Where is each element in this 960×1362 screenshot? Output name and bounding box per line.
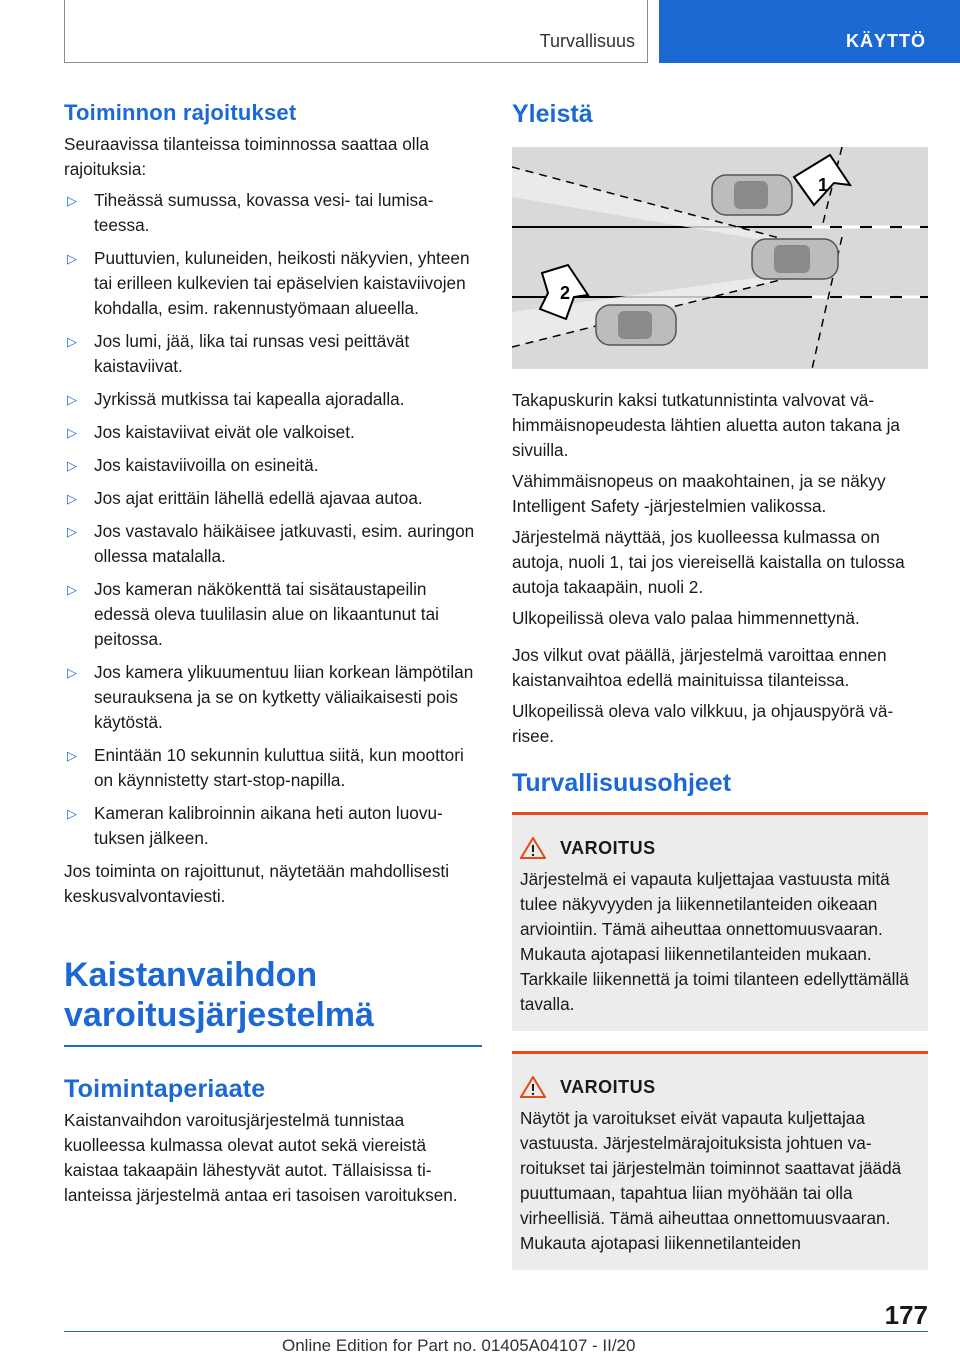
limits-list-item-text: Jyrkissä mutkissa tai kapealla ajoradalla. [94,389,405,409]
warning-text: Näytöt ja varoitukset eivät vapauta kuljettajaa vastuusta. Järjestelmärajoituksista johtuen varoitukset tai järjestelmän toiminnot saattavat jäädä puuttumaan, tapahtua liian myöhään tai olla virheellisiä. Tämä aiheuttaa onnettomuusvaaran. Mukauta ajotapasi liikennetilanteiden [520,1108,902,1253]
general-paragraph: Vähimmäisnopeus on maakohtainen, ja se näkyy Intelligent Safety -järjestelmien valikossa. [512,471,886,516]
bullet-triangle-icon: ▷ [67,392,77,407]
limits-intro: Seuraavissa tilanteissa toiminnossa saattaa olla rajoituksia: [64,134,429,179]
limits-heading: Toiminnon rajoitukset [64,100,297,125]
limits-list-item-text: Jos ajat erittäin lähellä edellä ajavaa autoa. [94,488,423,508]
limits-list-item [64,519,482,569]
bullet-triangle-icon: ▷ [67,251,77,266]
limits-list-item [64,801,482,851]
header-chapter-title: KÄYTTÖ [846,31,926,51]
general-heading: Yleistä [512,100,593,128]
warning-header [520,837,922,859]
general-paragraph: Ulkopeilissä oleva valo palaa himmennettynä. [512,608,860,628]
arrow-2-label: 2 [560,283,571,303]
limits-list-item-text: Jos kaistaviivoilla on esineitä. [94,455,319,475]
bullet-triangle-icon: ▷ [67,334,77,349]
warning-title: VAROITUS [560,837,656,858]
limits-list-item-text: Jos vastavalo häikäisee jatkuvasti, esim. auringon ollessa matalalla. [94,521,475,566]
header-section-title: Turvallisuus [539,31,635,51]
left-column [64,100,482,1214]
limits-outro: Jos toiminta on rajoittunut, näytetään mahdollisesti keskusvalvontaviesti. [64,861,450,906]
limits-list-item [64,188,482,238]
principle-heading: Toimintaperiaate [64,1075,266,1103]
bullet-triangle-icon: ▷ [67,748,77,763]
limits-list-item-text: Jos kameran näkökenttä tai sisätaustapeilin edessä oleva tuulilasin alue on likaantunut tai peitossa. [94,579,439,649]
limits-list-item [64,660,482,735]
warning-triangle-icon [520,1076,546,1098]
limits-list-item [64,246,482,321]
limits-list-item [64,743,482,793]
car-approaching [596,305,676,345]
car-blindspot [712,175,792,215]
page-number: 177 [884,1300,928,1330]
bullet-triangle-icon: ▷ [67,806,77,821]
warning-title: VAROITUS [560,1076,656,1097]
general-paragraph: Takapuskurin kaksi tutkatunnistinta valvovat vähimmäisnopeudesta lähtien aluetta auton takana ja sivuilla. [512,390,900,460]
warning-text: Järjestelmä ei vapauta kuljettajaa vastuusta mitä tulee näkyvyyden ja liikennetilanteiden oikeaan arviointiin. Tämä aiheuttaa onnettomuusvaaran. Mukauta ajotapasi liikennetilanteiden mukaan. Tarkkaile liikennettä ja toimi tilanteen edellyttämällä tavalla. [520,869,909,1014]
warning-gap [512,1031,928,1051]
car-own [752,239,838,279]
general-paragraph: Ulkopeilissä oleva valo vilkkuu, ja ohjauspyörä värisee. [512,701,894,746]
bullet-triangle-icon: ▷ [67,425,77,440]
limits-list-item-text: Jos lumi, jää, lika tai runsas vesi peittävät kaistaviivat. [94,331,410,376]
limits-list-item-text: Jos kamera ylikuumentuu liian korkean lämpötilan seurauksena ja se on kytketty väliaikaisesti pois käytöstä. [94,662,474,732]
limits-list-item [64,453,482,478]
warnings-container [512,812,928,1270]
limits-list-item-text: Tiheässä sumussa, kovassa vesi- tai lumisateessa. [94,190,434,235]
limits-list-item-text: Enintään 10 sekunnin kuluttua siitä, kun moottori on käynnistetty start-stop-napilla. [94,745,464,790]
footer-edition: Online Edition for Part no. 01405A04107 - II/20 [282,1336,636,1355]
limits-list-item [64,486,482,511]
limits-list-item [64,329,482,379]
lane-change-figure [512,147,928,369]
principle-text: Kaistanvaihdon varoitusjärjestelmä tunnistaa kuolleessa kulmassa olevat autot sekä viereistä kaistaa takaapäin lähestyvät autot. Tällaisissa tilanteissa järjestelmä antaa eri tasoisen varoituksen. [64,1110,458,1205]
section-heading: Kaistanvaihdon varoitusjärjestelmä [64,955,482,1047]
right-column [512,100,928,1270]
general-paragraphs [512,388,928,749]
bullet-triangle-icon: ▷ [67,491,77,506]
limits-list [64,188,482,851]
bullet-triangle-icon: ▷ [67,582,77,597]
warning-header [520,1076,922,1098]
general-paragraph: Järjestelmä näyttää, jos kuolleessa kulmassa on autoja, nuoli 1, tai jos viereisellä kaistalla on tulossa autoja takaapäin, nuoli 2. [512,527,905,597]
bullet-triangle-icon: ▷ [67,665,77,680]
limits-list-item [64,420,482,445]
bullet-triangle-icon: ▷ [67,193,77,208]
limits-list-item [64,577,482,652]
limits-list-item [64,387,482,412]
arrow-1-label: 1 [818,175,829,195]
footer-rule [64,1331,928,1332]
limits-list-item-text: Puuttuvien, kuluneiden, heikosti näkyvien, yhteen tai erilleen kulkevien tai epäselvien kaistaviivojen kohdalla, esim. rakennustyömaan alueella. [94,248,470,318]
warning-box [512,1051,928,1270]
bullet-triangle-icon: ▷ [67,524,77,539]
general-paragraph: Jos vilkut ovat päällä, järjestelmä varoittaa ennen kaistanvaihtoa edellä mainituissa tilanteissa. [512,645,887,690]
warning-triangle-icon [520,837,546,859]
limits-list-item-text: Jos kaistaviivat eivät ole valkoiset. [94,422,355,442]
header-chapter-tab [659,0,960,63]
safety-heading: Turvallisuusohjeet [512,769,732,797]
bullet-triangle-icon: ▷ [67,458,77,473]
limits-list-item-text: Kameran kalibroinnin aikana heti auton luovutuksen jälkeen. [94,803,443,848]
header-section-box [64,0,648,63]
warning-box [512,812,928,1031]
